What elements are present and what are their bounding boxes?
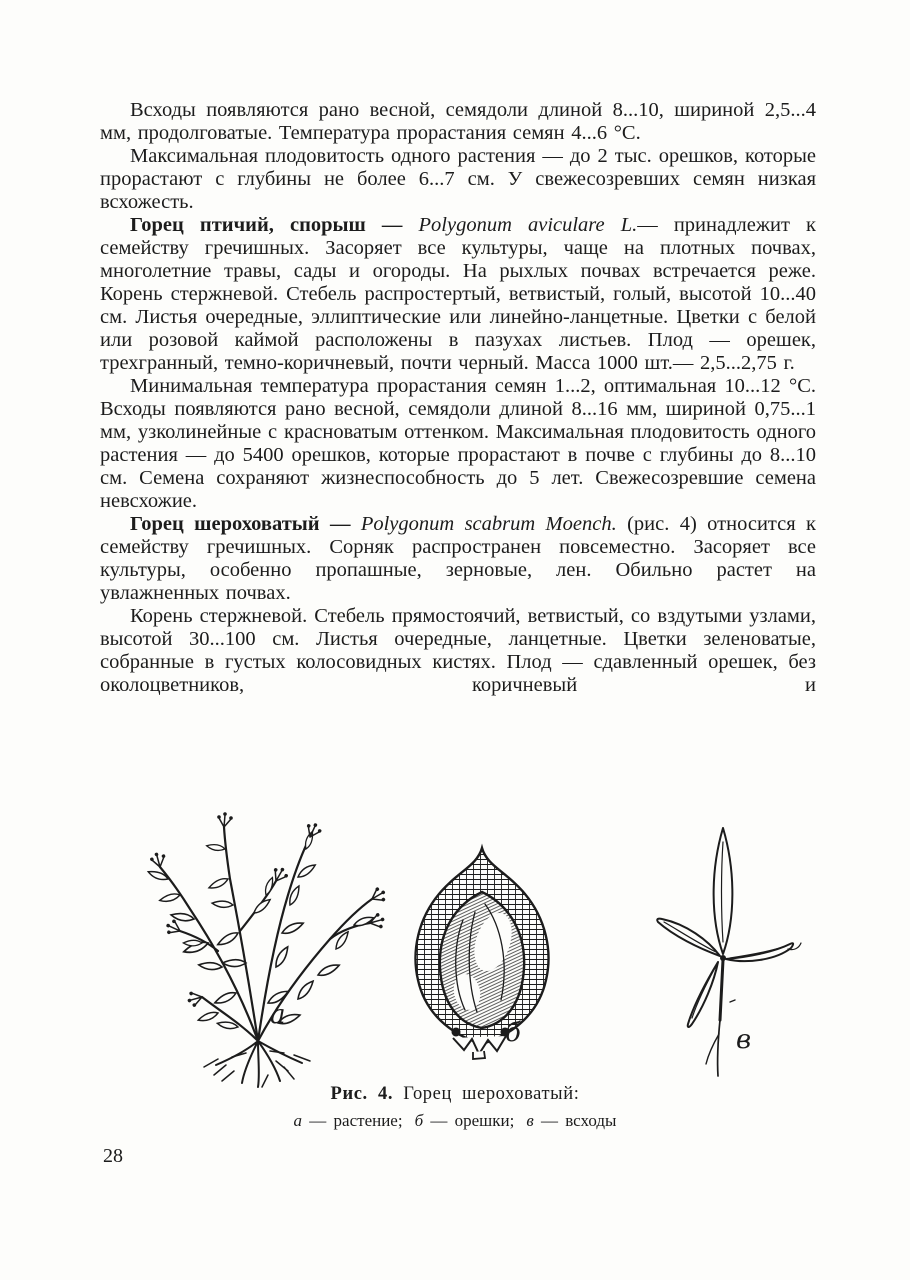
figure-4	[0, 780, 910, 1180]
seedling-label: в	[736, 1025, 752, 1055]
figure-caption	[85, 1084, 825, 1131]
seedling-illustration	[638, 802, 808, 1080]
figure-caption-title	[85, 1084, 825, 1105]
paragraph-2: Максимальная плодовитость одного растения — до 2 тыс. орешков, которые прорастают с глубины не более 6...7 см. У свежесозревших семян низкая всхожесть.	[100, 145, 816, 213]
paragraph-5	[100, 513, 816, 605]
figure-title: Горец шероховатый:	[393, 1084, 580, 1104]
paragraph-6: Корень стержневой. Стебель прямостоячий, ветвистый, со вздутыми узлами, высотой 30...100 см. Листья очередные, ланцетные. Цветки зеленоватые, собранные в густых колосовидных кистях. Плод — сдавленный орешек, без околоцветников, коричневый и	[100, 605, 816, 696]
legend-item-b: б — орешки;	[414, 1111, 515, 1130]
species-name-latin-aviculare: Polygonum aviculare L.	[418, 214, 638, 236]
legend-item-a: а — растение;	[293, 1111, 403, 1130]
nutlet-illustration	[393, 842, 571, 1060]
plant-drawing	[118, 783, 403, 1090]
figure-number: Рис. 4.	[330, 1084, 394, 1104]
paragraph-3	[100, 214, 816, 375]
page-number: 28	[103, 1145, 123, 1167]
plant-illustration	[118, 783, 403, 1090]
paragraph-4: Минимальная температура прорастания семян 1...2, оптимальная 10...12 °С. Всходы появляются рано весной, семядоли длиной 8...16 мм, шириной 0,75...1 мм, узколинейные с красноватым оттенком. Максимальная плодовитость одного растения — до 5400 орешков, которые прорастают в почве с глубины до 8...10 см. Семена сохраняют жизнеспособность до 5 лет. Свежесозревшие семена невсхожие.	[100, 375, 816, 512]
paragraph-3-body: — принадлежит к семейству гречишных. Засоряет все культуры, чаще на плотных почвах, многолетние травы, сады и огороды. На рыхлых почвах встречается реже. Корень стержневой. Стебель распростертый, ветвистый, голый, высотой 10...40 см. Листья очередные, эллиптические или линейно-ланцетные. Цветки с белой или розовой каймой расположены в пазухах листьев. Плод — орешек, трехгранный, темно-коричневый, почти черный. Масса 1000 шт.— 2,5...2,75 г.	[100, 214, 816, 374]
paragraph-1: Всходы появляются рано весной, семядоли длиной 8...10, шириной 2,5...4 мм, продолговатые. Температура прорастания семян 4...6 °С.	[100, 99, 816, 144]
plant-label: а	[270, 1000, 286, 1030]
nutlet-label: б	[505, 1018, 521, 1048]
species-name-ru-scabrum: Горец шероховатый —	[130, 513, 361, 535]
legend-item-v: в — всходы	[526, 1111, 617, 1130]
species-name-latin-scabrum: Polygonum scabrum Moench.	[360, 513, 617, 535]
species-name-ru-aviculare: Горец птичий, спорыш —	[130, 214, 419, 236]
text-block	[100, 99, 816, 697]
seedling-drawing	[638, 802, 808, 1080]
nutlet-drawing	[393, 842, 571, 1060]
figure-caption-legend	[85, 1111, 825, 1131]
paragraph-5-body: (рис. 4) относится к семейству гречишных. Сорняк распространен повсеместно. Засоряет все культуры, особенно пропашные, зерновые, лен. Обильно растет на увлажненных почвах.	[100, 513, 816, 604]
